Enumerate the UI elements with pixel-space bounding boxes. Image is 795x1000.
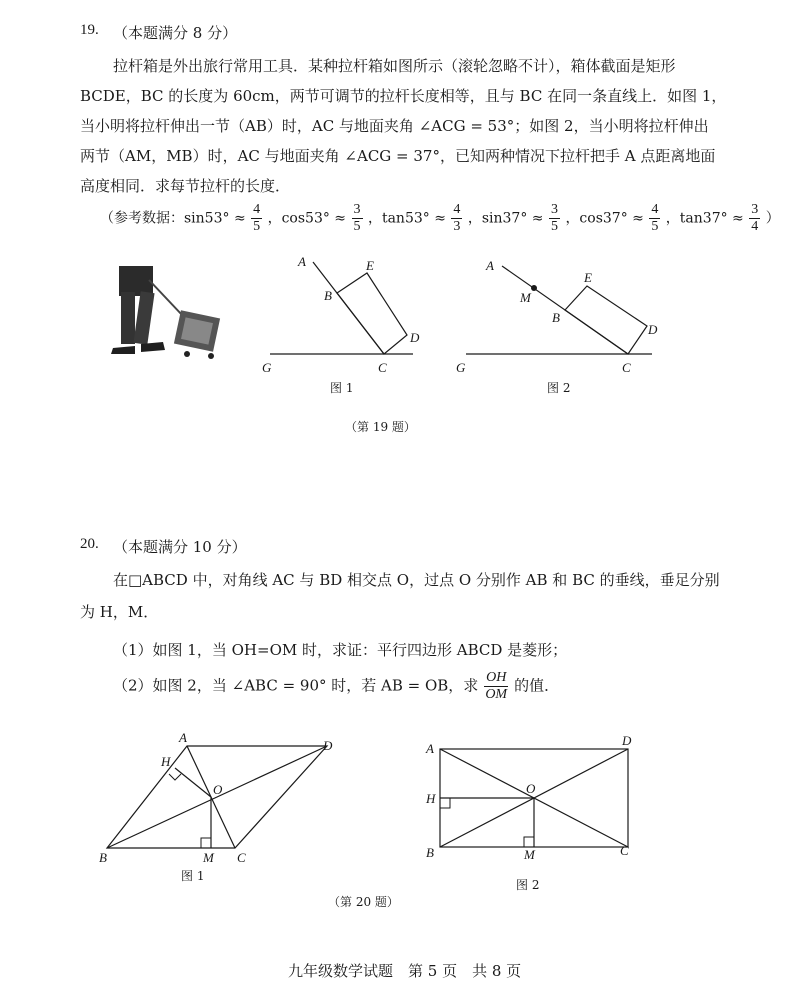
q20-text-line2: 为 H，M． xyxy=(80,603,159,621)
label-m: M xyxy=(520,290,531,305)
label-b: B xyxy=(99,850,107,865)
label-o: O xyxy=(526,781,536,796)
label-a: A xyxy=(426,741,434,756)
q20-number: 20. xyxy=(80,536,99,552)
q19-figure-1 xyxy=(258,250,428,400)
ref-cos53: ，cos53° ≈ xyxy=(267,210,347,227)
right-angle-mark-m xyxy=(201,838,211,848)
ref-fraction-6: $\frac{3}{4}$ xyxy=(751,202,759,234)
box-rectangle-bcde xyxy=(337,273,407,354)
part2-prefix: （2）如图 2，当 ∠ABC = 90° 时，若 AB = OB，求 xyxy=(113,676,479,695)
q20-figure-1 xyxy=(95,728,345,893)
ref-fraction-1: $\frac{4}{5}$ xyxy=(253,202,261,234)
label-d: D xyxy=(323,738,333,753)
box-rectangle-bcde xyxy=(565,286,647,354)
label-m: M xyxy=(524,847,535,862)
q19-figure-2 xyxy=(452,250,667,400)
q20-fig1-caption: 图 1 xyxy=(181,869,205,883)
diagonal-bd xyxy=(107,746,327,848)
ref-fraction-2: $\frac{3}{5}$ xyxy=(353,202,361,234)
label-b: B xyxy=(552,310,560,325)
q19-fig2-caption: 图 2 xyxy=(547,381,571,395)
label-c: C xyxy=(237,850,246,865)
q19-text-line5: 高度相同．求每节拉杆的长度． xyxy=(80,177,291,195)
label-d: D xyxy=(410,330,420,345)
label-g: G xyxy=(456,360,466,375)
label-g: G xyxy=(262,360,272,375)
label-a: A xyxy=(486,258,494,273)
ref-suffix: ） xyxy=(765,210,780,227)
ref-prefix: （参考数据：sin53° ≈ xyxy=(100,210,246,227)
ref-fraction-5: $\frac{4}{5}$ xyxy=(651,202,659,234)
ref-sin37: ，sin37° ≈ xyxy=(467,210,544,227)
ref-fraction-3: $\frac{4}{3}$ xyxy=(453,202,461,234)
q19-text-line1: 拉杆箱是外出旅行常用工具．某种拉杆箱如图所示（滚轮忽略不计），箱体截面是矩形 xyxy=(113,57,676,75)
q19-caption: （第 19 题） xyxy=(345,420,416,434)
q19-text-line3: 当小明将拉杆伸出一节（AB）时，AC 与地面夹角 ∠ACG = 53°；如图 2，当小明将拉杆伸出 xyxy=(80,117,709,135)
label-a: A xyxy=(298,254,306,269)
q20-part1: （1）如图 1，当 OH=OM 时，求证：平行四边形 ABCD 是菱形； xyxy=(113,641,568,659)
label-m: M xyxy=(203,850,214,865)
right-angle-mark-h xyxy=(440,798,450,808)
label-d: D xyxy=(648,322,658,337)
ref-tan53: ，tan53° ≈ xyxy=(367,210,446,227)
label-o: O xyxy=(213,782,223,797)
q20-score: （本题满分 10 分） xyxy=(113,538,247,556)
label-h: H xyxy=(161,754,171,769)
q19-text-line4: 两节（AM，MB）时，AC 与地面夹角 ∠ACG = 37°，已知两种情况下拉杆把手 A 点距离地面 xyxy=(80,147,716,165)
label-e: E xyxy=(366,258,374,273)
label-c: C xyxy=(378,360,387,375)
q20-text-line1: 在□ABCD 中，对角线 AC 与 BD 相交点 O，过点 O 分别作 AB 和 BC 的垂线，垂足分别 xyxy=(113,571,720,589)
label-e: E xyxy=(584,270,592,285)
q19-score: （本题满分 8 分） xyxy=(113,24,238,42)
q19-fig1-caption: 图 1 xyxy=(330,381,354,395)
luggage-photo-illustration xyxy=(105,262,235,362)
q20-fig2-caption: 图 2 xyxy=(516,878,540,892)
page-footer: 九年级数学试题 第 5 页 共 8 页 xyxy=(288,962,522,980)
label-h: H xyxy=(426,791,436,806)
label-a: A xyxy=(179,730,187,745)
q19-reference-data xyxy=(100,202,780,235)
label-c: C xyxy=(622,360,631,375)
right-angle-mark-h xyxy=(169,774,181,780)
perpendicular-oh xyxy=(175,768,211,797)
label-c: C xyxy=(620,843,629,858)
label-b: B xyxy=(426,845,434,860)
right-angle-mark-m xyxy=(524,837,534,847)
q20-caption: （第 20 题） xyxy=(328,895,399,909)
part2-suffix: 的值． xyxy=(514,676,560,695)
q20-part2 xyxy=(113,670,559,703)
ref-fraction-4: $\frac{3}{5}$ xyxy=(550,202,558,234)
q19-text-line2: BCDE，BC 的长度为 60cm，两节可调节的拉杆长度相等，且与 BC 在同一条直线上．如图 1， xyxy=(80,87,727,105)
label-d: D xyxy=(622,733,632,748)
point-m-dot xyxy=(531,285,537,291)
oh-over-om-fraction: $\frac{OH}{OM}$ xyxy=(485,670,508,702)
q20-figure-2 xyxy=(420,735,640,895)
ref-tan37: ，tan37° ≈ xyxy=(665,210,744,227)
label-b: B xyxy=(324,288,332,303)
q19-number: 19. xyxy=(80,22,99,38)
ref-cos37: ，cos37° ≈ xyxy=(565,210,644,227)
